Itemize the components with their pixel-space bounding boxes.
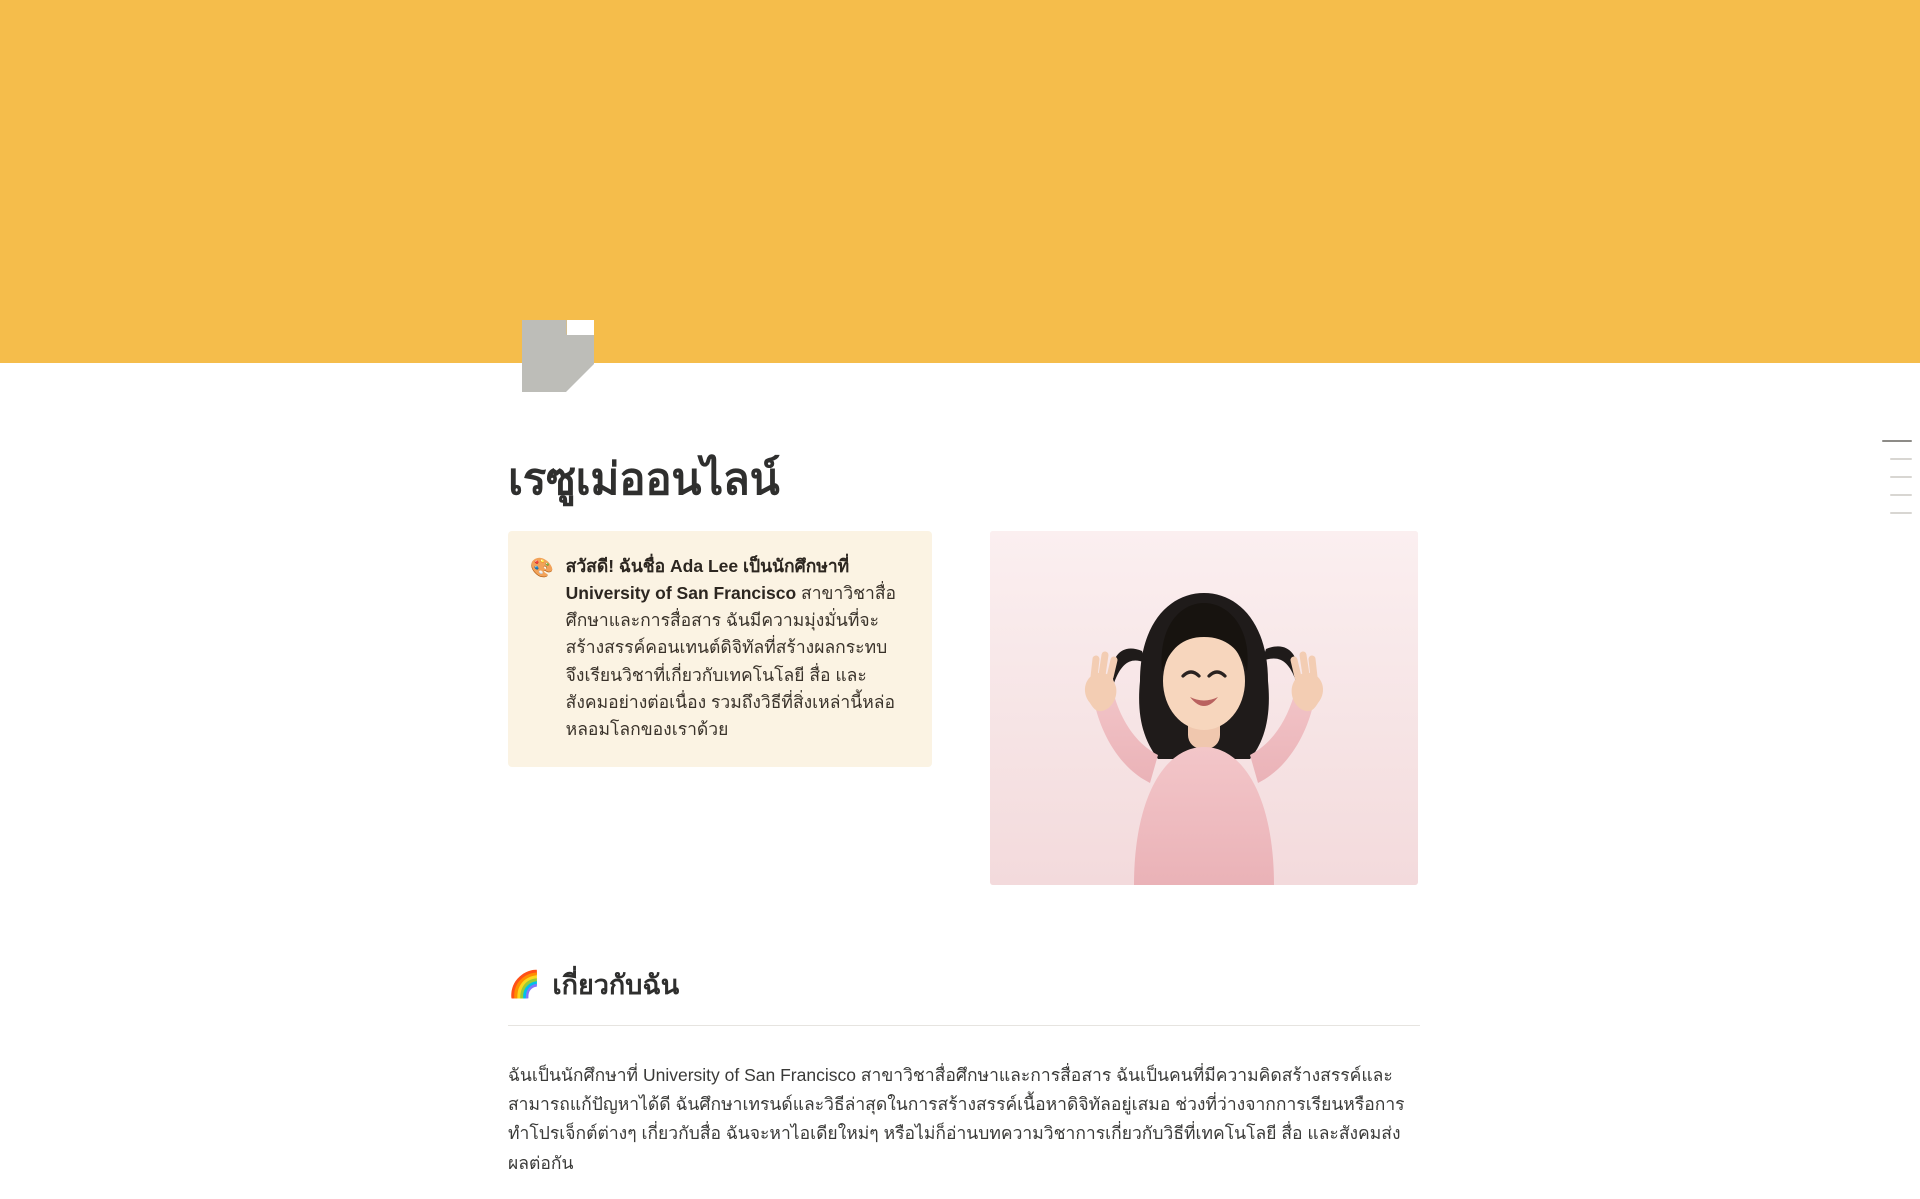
document-icon-notch (567, 320, 594, 335)
outline-mark-active[interactable] (1882, 440, 1912, 442)
section-divider (508, 1025, 1420, 1026)
intro-callout-rest: สาขาวิชาสื่อศึกษาและการสื่อสาร ฉันมีความมุ่งมั่นที่จะสร้างสรรค์คอนเทนต์ดิจิทัลที่สร้างผลกระทบ จึงเรียนวิชาที่เกี่ยวกับเทคโนโลยี สื่อ และสังคมอย่างต่อเนื่อง รวมถึงวิธีที่สิ่งเหล่านี้หล่อหลอมโลกของเราด้วย (565, 583, 897, 739)
outline-mark-4[interactable] (1890, 512, 1912, 514)
about-section-heading (508, 963, 679, 1006)
about-section-body: ฉันเป็นนักศึกษาที่ University of San Francisco สาขาวิชาสื่อศึกษาและการสื่อสาร ฉันเป็นคนที่มีความคิดสร้างสรรค์และสามารถแก้ปัญหาได้ดี ฉันศึกษาเทรนด์และวิธีล่าสุดในการสร้างสรรค์เนื้อหาดิจิทัลอยู่เสมอ ช่วงที่ว่างจากการเรียนหรือการทำโปรเจ็กต์ต่างๆ เกี่ยวกับสื่อ ฉันจะหาไอเดียใหม่ๆ หรือไม่ก็อ่านบทความวิชาการเกี่ยวกับวิธีที่เทคโนโลยี สื่อ และสังคมส่งผลต่อกัน (508, 1064, 1405, 1173)
outline-mark-1[interactable] (1890, 458, 1912, 460)
document-page-icon[interactable] (522, 320, 594, 392)
intro-callout-text (566, 553, 906, 743)
page-outline-marks[interactable] (1874, 440, 1912, 514)
about-heading-label: เกี่ยวกับฉัน (552, 970, 680, 1000)
intro-callout (508, 531, 932, 767)
outline-mark-3[interactable] (1890, 494, 1912, 496)
profile-photo-illustration (990, 531, 1418, 885)
page-cover-band (0, 0, 1920, 363)
rainbow-icon: 🌈 (508, 969, 541, 999)
profile-photo (990, 531, 1418, 885)
intro-callout-bold: สวัสดี! ฉันชื่อ Ada Lee เป็นนักศึกษาที่ University of San Francisco (565, 556, 850, 604)
palette-icon: 🎨 (530, 558, 554, 579)
intro-columns (508, 531, 1420, 885)
outline-mark-2[interactable] (1890, 476, 1912, 478)
page-title: เรซูเม่ออนไลน์ (508, 455, 780, 505)
